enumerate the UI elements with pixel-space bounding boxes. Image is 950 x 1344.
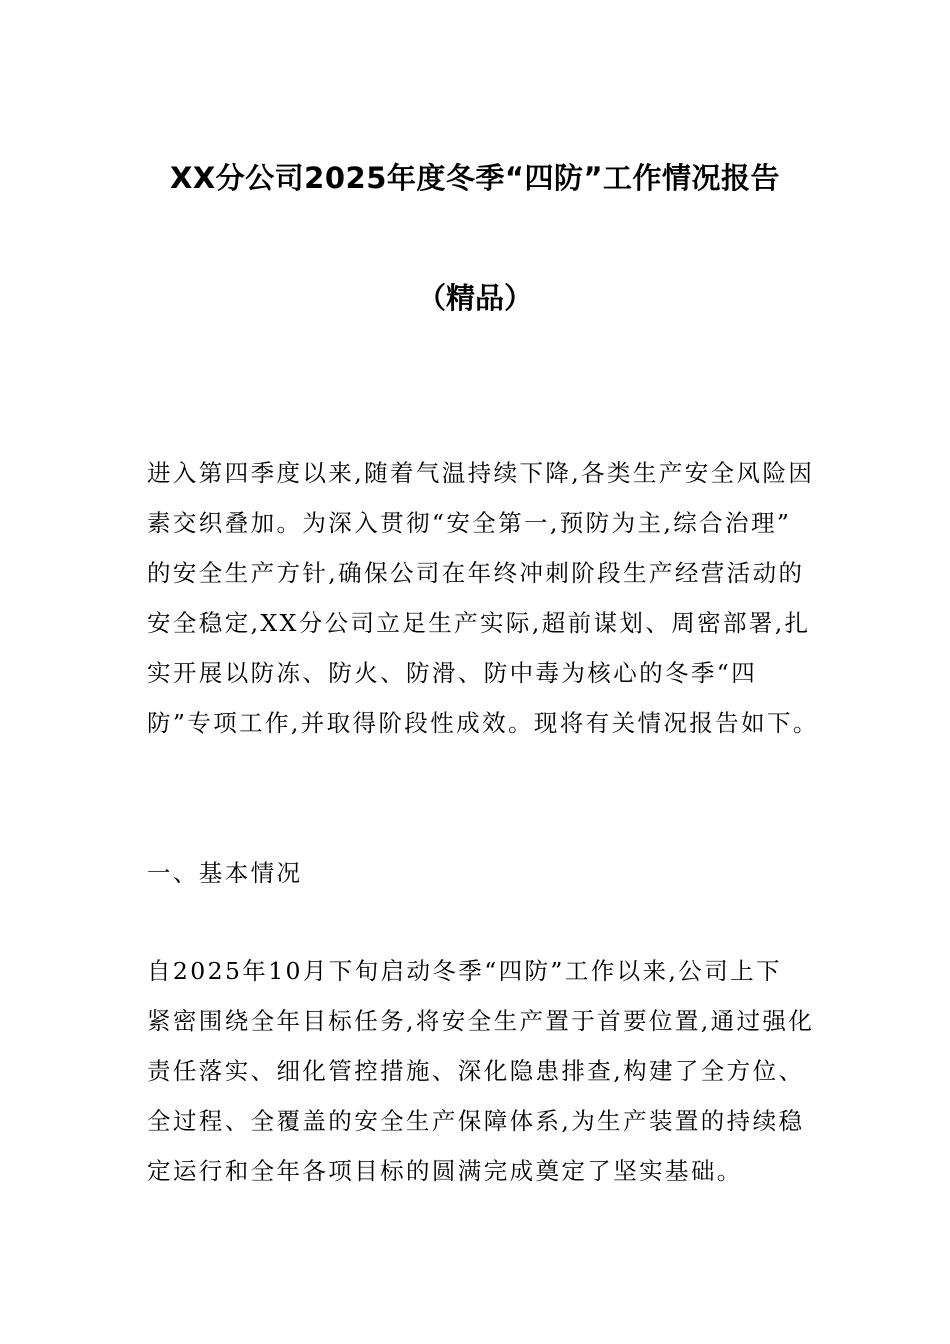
paragraph-line: 素交织叠加。为深入贯彻“安全第一,预防为主,综合治理”: [147, 509, 792, 537]
paragraph-line: 全过程、全覆盖的安全生产保障体系,为生产装置的持续稳: [147, 1107, 805, 1135]
paragraph-line: 定运行和全年各项目标的圆满完成奠定了坚实基础。: [147, 1157, 743, 1185]
document-subtitle: （精品）: [416, 281, 533, 315]
paragraph-line: 进入第四季度以来,随着气温持续下降,各类生产安全风险因: [147, 459, 815, 487]
section-heading-text: 一、基本情况: [147, 859, 303, 887]
section-heading-basic-situation: [147, 848, 837, 898]
paragraph-line: 责任落实、细化管控措施、深化隐患排查,构建了全方位、: [147, 1057, 805, 1085]
intro-paragraph: [147, 448, 837, 748]
section-1-paragraph: [147, 946, 837, 1196]
document-title: XX分公司2025年度冬季“四防”工作情况报告: [169, 161, 781, 195]
paragraph-line: 防”专项工作,并取得阶段性成效。现将有关情况报告如下。: [147, 709, 819, 737]
paragraph-line: 实开展以防冻、防火、防滑、防中毒为核心的冬季“四: [147, 659, 758, 687]
paragraph-line: 紧密围绕全年目标任务,将安全生产置于首要位置,通过强化: [147, 1007, 815, 1035]
paragraph-line: 自2025年10月下旬启动冬季“四防”工作以来,公司上下: [147, 957, 782, 985]
paragraph-line: 的安全生产方针,确保公司在年终冲刺阶段生产经营活动的: [147, 559, 805, 587]
paragraph-line: 安全稳定,XX分公司立足生产实际,超前谋划、周密部署,扎: [147, 609, 811, 637]
